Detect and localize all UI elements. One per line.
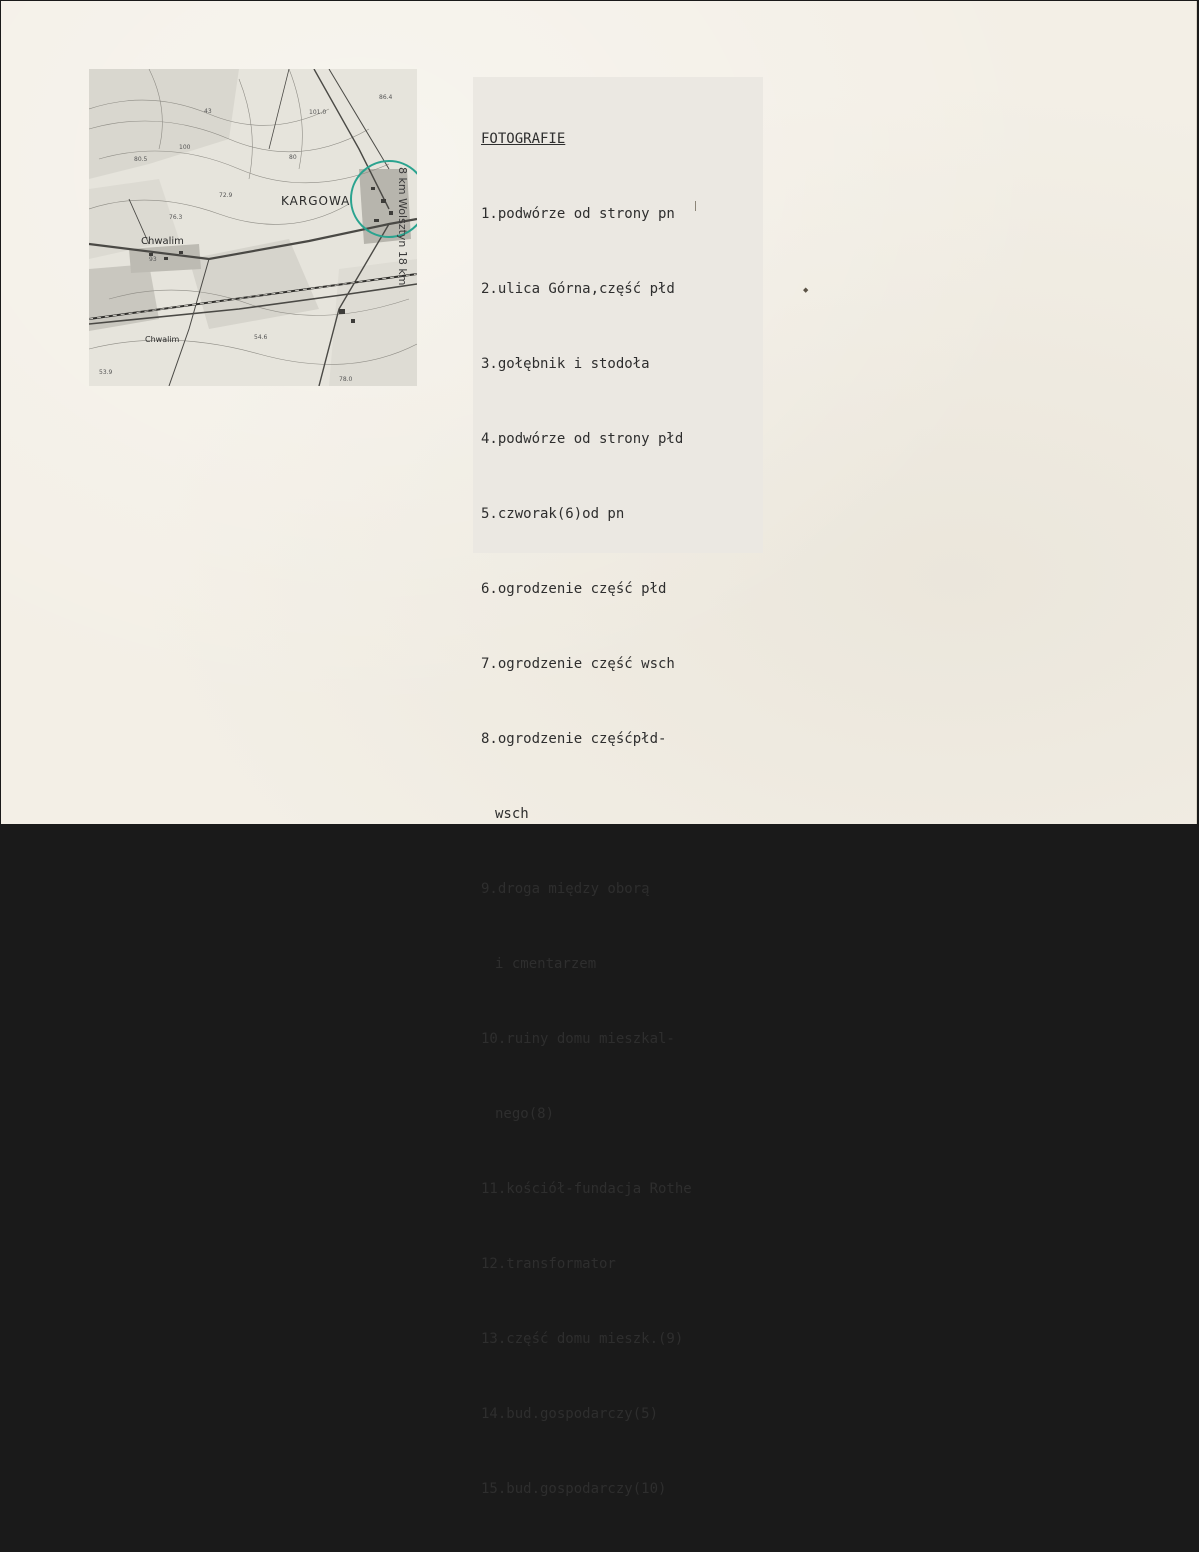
caption-item: 12.transformator xyxy=(481,1256,616,1272)
caption-item: 4.podwórze od strony płd xyxy=(481,431,684,447)
svg-text:80: 80 xyxy=(289,154,297,161)
document-sheet xyxy=(1,1,1197,1497)
map-village-label-2: Chwalim xyxy=(145,335,180,344)
caption-item: 11.kościół-fundacja Rothe xyxy=(481,1181,692,1197)
caption-text xyxy=(481,77,692,1552)
svg-text:76.3: 76.3 xyxy=(169,214,183,221)
svg-text:54.6: 54.6 xyxy=(254,334,268,341)
caption-item: 3.gołębnik i stodoła xyxy=(481,356,650,372)
caption-item: 14.bud.gospodarczy(5) xyxy=(481,1406,659,1422)
svg-text:78.0: 78.0 xyxy=(339,376,353,383)
caption-item: 8.ogrodzenie częśćpłd- xyxy=(481,731,667,747)
caption-item: 13.część domu mieszk.(9) xyxy=(481,1331,684,1347)
map-village-label: Chwalim xyxy=(141,236,184,247)
paper-scratch xyxy=(695,201,696,211)
map-drawing xyxy=(89,69,417,386)
svg-text:100: 100 xyxy=(179,144,191,151)
caption-item: 10.ruiny domu mieszkal- xyxy=(481,1031,675,1047)
caption-item: 7.ogrodzenie część wsch xyxy=(481,656,675,672)
paper-speck: ◆ xyxy=(803,286,809,294)
svg-text:101.0: 101.0 xyxy=(309,109,327,116)
svg-text:43: 43 xyxy=(204,108,212,115)
svg-text:93: 93 xyxy=(149,256,157,263)
caption-item-continuation: wsch xyxy=(495,806,529,822)
svg-text:53.9: 53.9 xyxy=(99,369,113,376)
map-road-distance: 8 km Wolsztyn 18 km xyxy=(396,167,409,286)
caption-item: 2.ulica Górna,część płd xyxy=(481,281,675,297)
topographic-map xyxy=(89,69,417,386)
svg-text:80.5: 80.5 xyxy=(134,156,148,163)
caption-title: FOTOGRAFIE xyxy=(481,131,566,147)
photo-caption-note xyxy=(473,77,763,1497)
caption-item-continuation: nego(8) xyxy=(495,1106,555,1122)
svg-text:72.9: 72.9 xyxy=(219,192,233,199)
caption-item: 1.podwórze od strony pn xyxy=(481,206,675,222)
svg-text:86.4: 86.4 xyxy=(379,94,393,101)
caption-item-continuation: i cmentarzem xyxy=(495,956,597,972)
caption-item: 6.ogrodzenie część płd xyxy=(481,581,667,597)
caption-item: 15.bud.gospodarczy(10) xyxy=(481,1481,667,1497)
map-town-label: KARGOWA xyxy=(281,194,351,208)
caption-item: 9.droga między oborą xyxy=(481,881,650,897)
caption-item: 5.czworak(6)od pn xyxy=(481,506,625,522)
